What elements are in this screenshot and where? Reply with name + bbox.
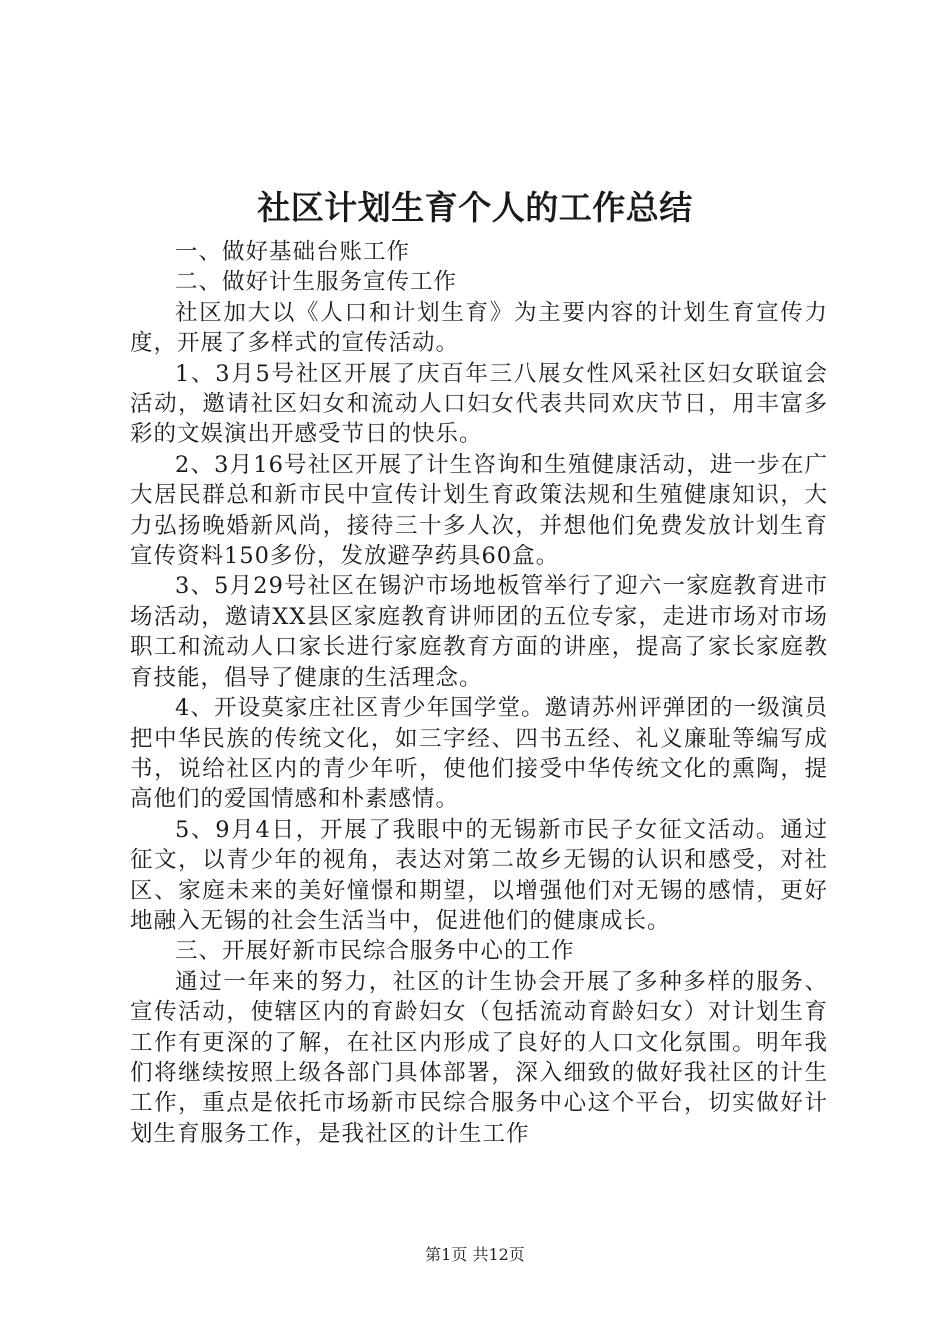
paragraph: 3、5月29号社区在锡沪市场地板管举行了迎六一家庭教育进市场活动，邀请XX县区家庭教育讲师团的五位专家，走进市场对市场职工和流动人口家长进行家庭教育方面的讲座，提高了家长家庭教育技能，倡导了健康的生活理念。 (130, 573, 828, 691)
document-title: 社区计划生育个人的工作总结 (257, 188, 693, 227)
paragraph: 5、9月4日，开展了我眼中的无锡新市民子女征文活动。通过征文，以青少年的视角，表达对第二故乡无锡的认识和感受，对社区、家庭未来的美好憧憬和期望，以增强他们对无锡的感情，更好地融入无锡的社会生活当中，促进他们的健康成长。 (130, 816, 828, 934)
paragraph: 1、3月5号社区开展了庆百年三八展女性风采社区妇女联谊会活动，邀请社区妇女和流动人口妇女代表共同欢庆节日，用丰富多彩的文娱演出开感受节日的快乐。 (130, 360, 828, 448)
paragraph: 2、3月16号社区开展了计生咨询和生殖健康活动，进一步在广大居民群总和新市民中宣传计划生育政策法规和生殖健康知识，大力弘扬晚婚新风尚，接待三十多人次，并想他们免费发放计划生育宣传资料150多份，发放避孕药具60盒。 (130, 451, 828, 570)
paragraph: 通过一年来的努力，社区的计生协会开展了多种多样的服务、宣传活动，使辖区内的育龄妇女（包括流动育龄妇女）对计划生育工作有更深的了解，在社区内形成了良好的人口文化氛围。明年我们将继续按照上级各部门具体部署，深入细致的做好我社区的计生工作，重点是依托市场新市民综合服务中心这个平台，切实做好计划生育服务工作，是我社区的计生工作 (130, 968, 828, 1147)
paragraph: 二、做好计生服务宣传工作 (175, 269, 458, 296)
paragraph: 一、做好基础台账工作 (175, 239, 411, 265)
paragraph: 三、开展好新市民综合服务中心的工作 (175, 938, 575, 965)
paragraph: 社区加大以《人口和计划生育》为主要内容的计划生育宣传力度，开展了多样式的宣传活动。 (130, 299, 828, 357)
paragraph: 4、开设莫家庄社区青少年国学堂。邀请苏州评弹团的一级演员把中华民族的传统文化，如三字经、四书五经、礼义廉耻等编写成书，说给社区内的青少年听，使他们接受中华传统文化的熏陶，提高他们的爱国情感和朴素感情。 (130, 695, 828, 813)
document-body (130, 237, 828, 1149)
page-footer: 第1页 共12页 (425, 1245, 525, 1264)
